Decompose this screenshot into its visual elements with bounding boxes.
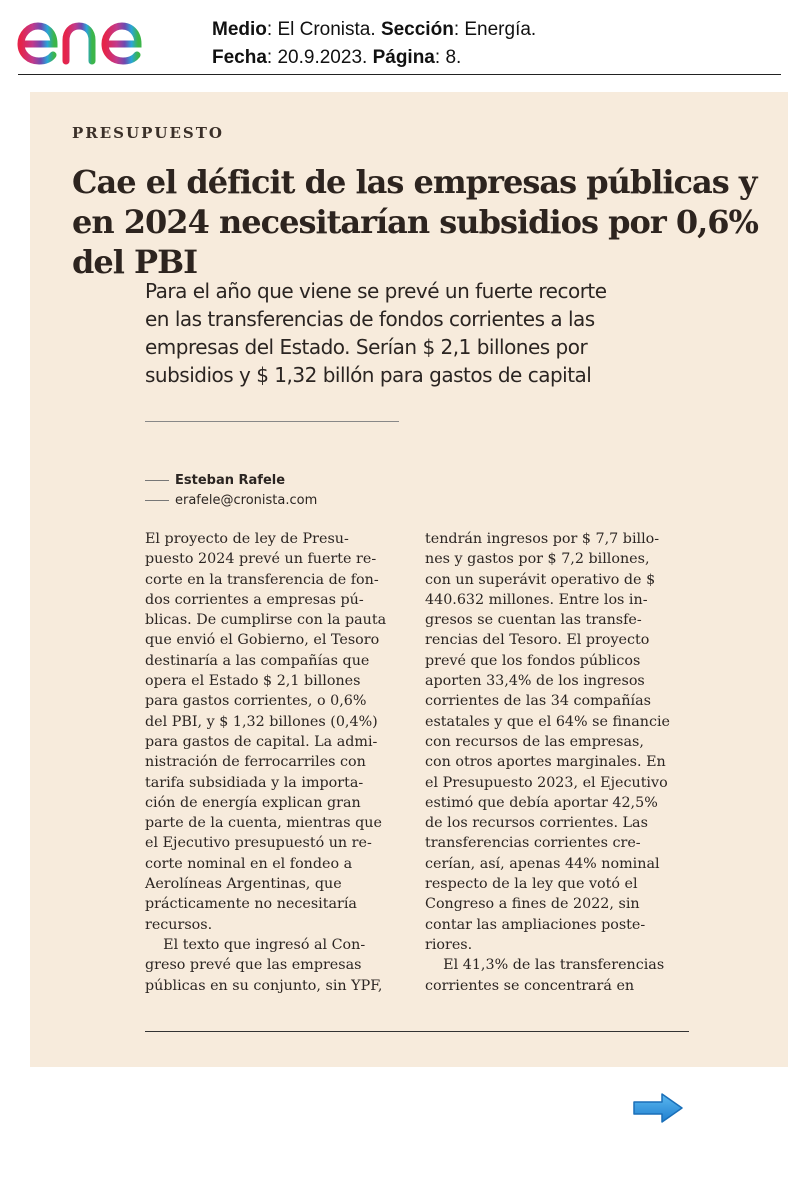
page-header [0, 0, 800, 80]
fecha-label: Fecha [212, 47, 267, 68]
article-subhead: Para el año que viene se prevé un fuerte recorte en las transferencias de fondos corrientes a las empresas del Estado. Serían $ 2,1 billones por subsidios y $ 1,32 billón para gastos de capital [145, 279, 607, 387]
column-2-text: tendrán ingresos por $ 7,7 billo- nes y gastos por $ 7,2 billones, con un superávit operativo de $ 440.632 millones. Entre los in- gresos se cuentan las transfe- rencias del Tesoro. El proyecto prevé que los fondos públicos aporten 33,4% de los ingresos corrientes de las 34 compañías estatales y que el 64% se financie con recursos de las empresas, con otros aportes marginales. En el Presupuesto 2023, el Ejecutivo estimó que debía aportar 42,5% de los recursos corrientes. Las transferencias corrientes cre- cerían, así, apenas 44% nominal respecto de la ley que votó el Congreso a fines de 2022, sin contar las ampliaciones poste- riores. El 41,3% de las transferencias corrientes se concentrará en [425, 531, 670, 994]
byline-dash [145, 480, 169, 481]
article-headline: Cae el déficit de las empresas públicas y en 2024 necesitarían subsidios por 0,6% del PBI [72, 163, 758, 281]
enel-logo [16, 8, 182, 68]
medio-label: Medio [212, 19, 267, 40]
arrow-right-icon[interactable] [632, 1091, 684, 1125]
byline-dash [145, 500, 169, 501]
column-1-text: El proyecto de ley de Presu- puesto 2024 prevé un fuerte re- corte en la transferencia de fon- dos corrientes a empresas pú- blicas. De cumplirse con la pauta que envió el Gobierno, el Tesoro destinaría a las compañías que opera el Estado $ 2,1 billones para gastos corrientes, o 0,6% del PBI, y $ 1,32 billones (0,4%) para gastos de capital. La admi- nistración de ferrocarriles con tarifa subsidiada y la importa- ción de energía explican gran parte de la cuenta, mientras que el Ejecutivo presupuestó un re- corte nominal en el fondeo a Aerolíneas Argentinas, que prácticamente no necesitaría recursos. El texto que ingresó al Con- greso prevé que las empresas públicas en su conjunto, sin YPF, [145, 531, 387, 994]
newspaper-clipping [30, 92, 788, 1067]
pagina-label: Página [372, 47, 435, 68]
source-metadata [212, 16, 536, 72]
article-column-2 [425, 529, 681, 996]
seccion-label: Sección [380, 19, 454, 40]
article-column-1 [145, 529, 401, 996]
subhead-divider [145, 421, 399, 422]
pagina-value: : 8. [434, 47, 462, 68]
article-bottom-rule [145, 1031, 689, 1032]
header-divider [18, 74, 781, 75]
byline [145, 470, 317, 510]
section-kicker: PRESUPUESTO [72, 124, 224, 142]
fecha-value: : 20.9.2023. [266, 47, 373, 68]
seccion-value: : Energía. [453, 19, 537, 40]
medio-value: : El Cronista. [266, 19, 381, 40]
author-email: erafele@cronista.com [175, 492, 318, 508]
author-name: Esteban Rafele [175, 472, 286, 488]
